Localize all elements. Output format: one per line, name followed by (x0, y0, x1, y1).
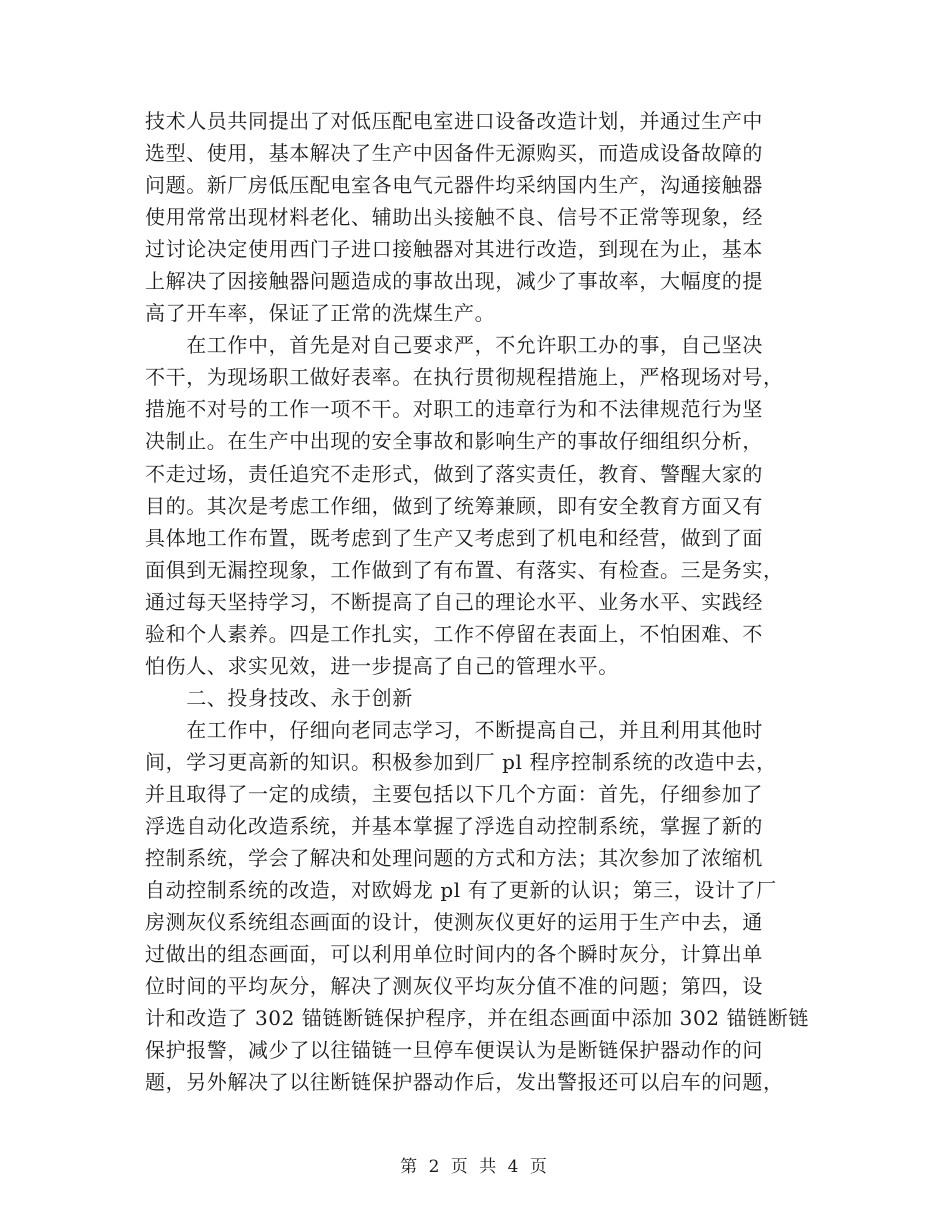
text-line: 选型、使用，基本解决了生产中因备件无源购买，而造成设备故障的 (145, 141, 763, 166)
text-line: 使用常常出现材料老化、辅助出头接触不良、信号不正常等现象，经 (145, 205, 763, 230)
text-line: 控制系统，学会了解决和处理问题的方式和方法；其次参加了浓缩机 (145, 846, 763, 871)
text-line: 怕伤人、求实见效，进一步提高了自己的管理水平。 (145, 653, 619, 678)
text-line: 技术人员共同提出了对低压配电室进口设备改造计划，并通过生产中 (145, 109, 763, 133)
text-line: 过做出的组态画面，可以利用单位时间内的各个瞬时灰分，计算出单 (145, 942, 763, 967)
body-text (145, 106, 809, 1099)
text-line: 问题。新厂房低压配电室各电气元器件均采纳国内生产，沟通接触器 (145, 173, 763, 198)
text-line: 自动控制系统的改造，对欧姆龙 pl 有了更新的认识；第三，设计了厂 (145, 878, 777, 903)
text-line: 目的。其次是考虑工作细，做到了统筹兼顾，即有安全教育方面又有 (145, 493, 763, 518)
text-line: 计和改造了 302 锚链断链保护程序，并在组态画面中添加 302 锚链断链 (145, 1006, 809, 1031)
text-line: 具体地工作布置，既考虑到了生产又考虑到了机电和经营，做到了面 (145, 525, 763, 550)
text-line: 保护报警，减少了以往锚链一旦停车便误认为是断链保护器动作的问 (145, 1038, 763, 1063)
text-line: 并且取得了一定的成绩，主要包括以下几个方面：首先，仔细参加了 (145, 781, 763, 806)
text-line: 措施不对号的工作一项不干。对职工的违章行为和不法律规范行为坚 (145, 397, 763, 422)
text-line: 过讨论决定使用西门子进口接触器对其进行改造，到现在为止，基本 (145, 237, 763, 262)
page-footer: 第 2 页 共 4 页 (400, 1157, 550, 1177)
text-line: 决制止。在生产中出现的安全事故和影响生产的事故仔细组织分析， (145, 429, 763, 454)
text-line: 间，学习更高新的知识。积极参加到厂 pl 程序控制系统的改造中去， (145, 749, 777, 774)
text-line: 验和个人素养。四是工作扎实，工作不停留在表面上，不怕困难、不 (145, 621, 763, 646)
text-line: 不干，为现场职工做好表率。在执行贯彻规程措施上，严格现场对号， (145, 365, 784, 390)
text-line: 题，另外解决了以往断链保护器动作后，发出警报还可以启车的问题， (145, 1070, 784, 1095)
text-line: 上解决了因接触器问题造成的事故出现，减少了事故率，大幅度的提 (145, 269, 763, 294)
text-line: 不走过场，责任追究不走形式，做到了落实责任，教育、警醒大家的 (145, 461, 763, 486)
text-line: 在工作中，首先是对自己要求严，不允许职工办的事，自己坚决 (145, 333, 763, 358)
text-line: 房测灰仪系统组态画面的设计，使测灰仪更好的运用于生产中去，通 (145, 910, 763, 935)
text-line: 浮选自动化改造系统，并基本掌握了浮选自动控制系统，掌握了新的 (145, 814, 763, 839)
text-line: 高了开车率，保证了正常的洗煤生产。 (145, 301, 496, 326)
section-heading: 二、投身技改、永于创新 (145, 685, 413, 710)
text-line: 通过每天坚持学习，不断提高了自己的理论水平、业务水平、实践经 (145, 589, 763, 614)
text-line: 面俱到无漏控现象，工作做到了有布置、有落实、有检查。三是务实， (145, 557, 784, 582)
text-line: 位时间的平均灰分，解决了测灰仪平均灰分值不准的问题；第四，设 (145, 974, 763, 999)
text-line: 在工作中，仔细向老同志学习，不断提高自己，并且利用其他时 (145, 717, 763, 742)
